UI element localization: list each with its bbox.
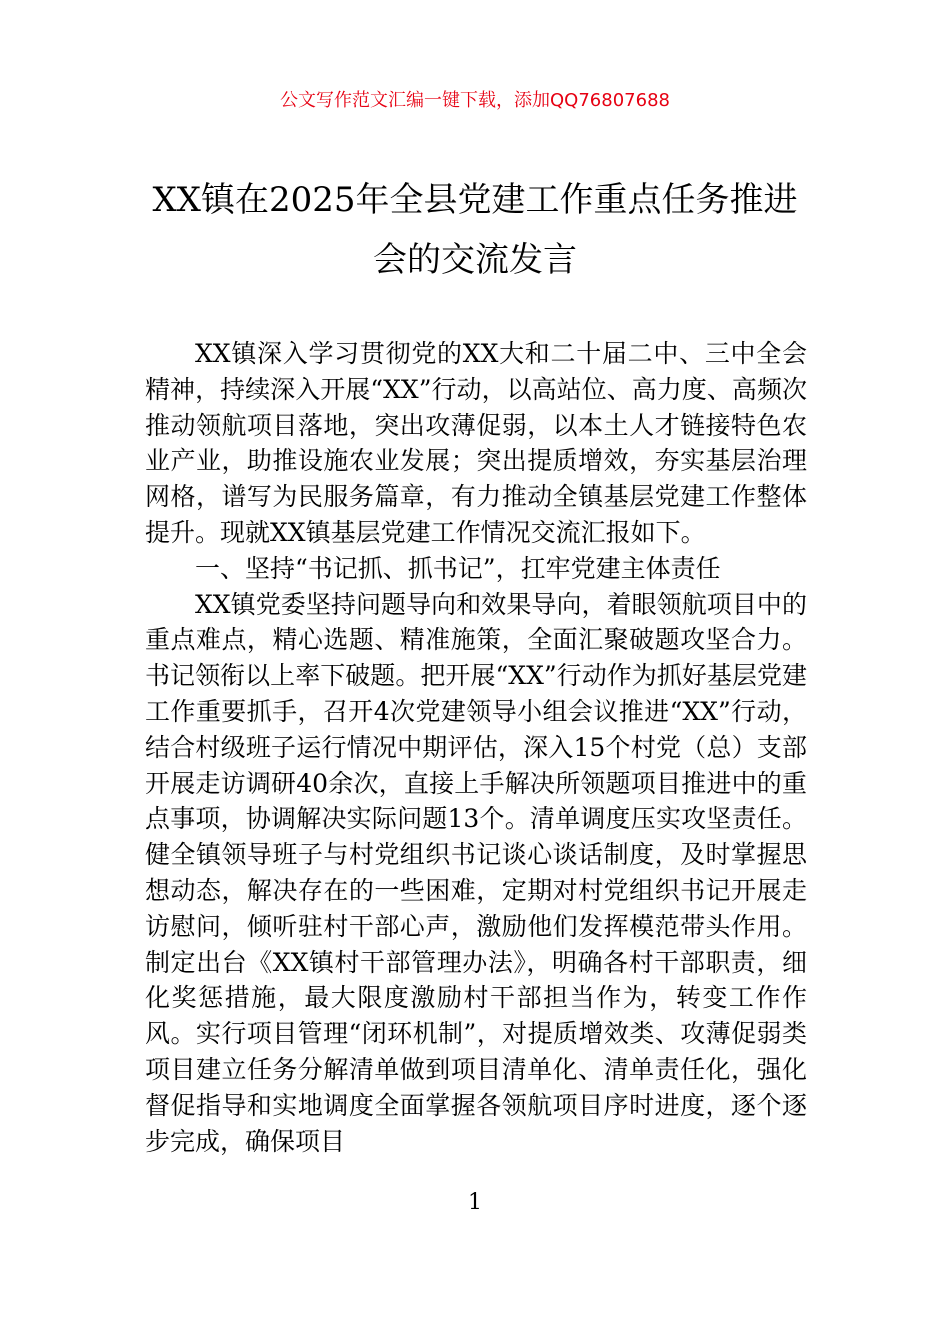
intro-paragraph: XX镇深入学习贯彻党的XX大和二十届二中、三中全会精神，持续深入开展“XX”行动，以高站位、高力度、高频次推动领航项目落地，突出攻薄促弱，以本土人才链接特色农业产业，助推设施农业发展；突出提质增效，夯实基层治理网格，谱写为民服务篇章，有力推动全镇基层党建工作整体提升。现就XX镇基层党建工作情况交流汇报如下。 — [145, 339, 807, 547]
section-paragraph: XX镇党委坚持问题导向和效果导向，着眼领航项目中的重点难点，精心选题、精准施策，全面汇聚破题攻坚合力。书记领衔以上率下破题。把开展“XX”行动作为抓好基层党建工作重要抓手，召开4次党建领导小组会议推进“XX”行动，结合村级班子运行情况中期评估，深入15个村党（总）支部开展走访调研40余次，直接上手解决所领题项目推进中的重点事项，协调解决实际问题13个。清单调度压实攻坚责任。健全镇领导班子与村党组织书记谈心谈话制度，及时掌握思想动态，解决存在的一些困难，定期对村党组织书记开展走访慰问，倾听驻村干部心声，激励他们发挥模范带头作用。制定出台《XX镇村干部管理办法》，明确各村干部职责，细化奖惩措施，最大限度激励村干部担当作为，转变工作作风。实行项目管理“闭环机制”，对提质增效类、攻薄促弱类项目建立任务分解清单做到项目清单化、清单责任化，强化督促指导和实地调度全面掌握各领航项目序时进度，逐个逐步完成，确保项目 — [145, 589, 807, 1156]
page-number: 1 — [468, 1190, 482, 1215]
section-heading: 一、坚持“书记抓、抓书记”，扛牢党建主体责任 — [195, 553, 721, 583]
document-body — [145, 336, 807, 1159]
download-notice: 公文写作范文汇编一键下载，添加QQ76807688 — [280, 90, 670, 111]
document-title: XX镇在2025年全县党建工作重点任务推进会的交流发言 — [152, 180, 798, 280]
